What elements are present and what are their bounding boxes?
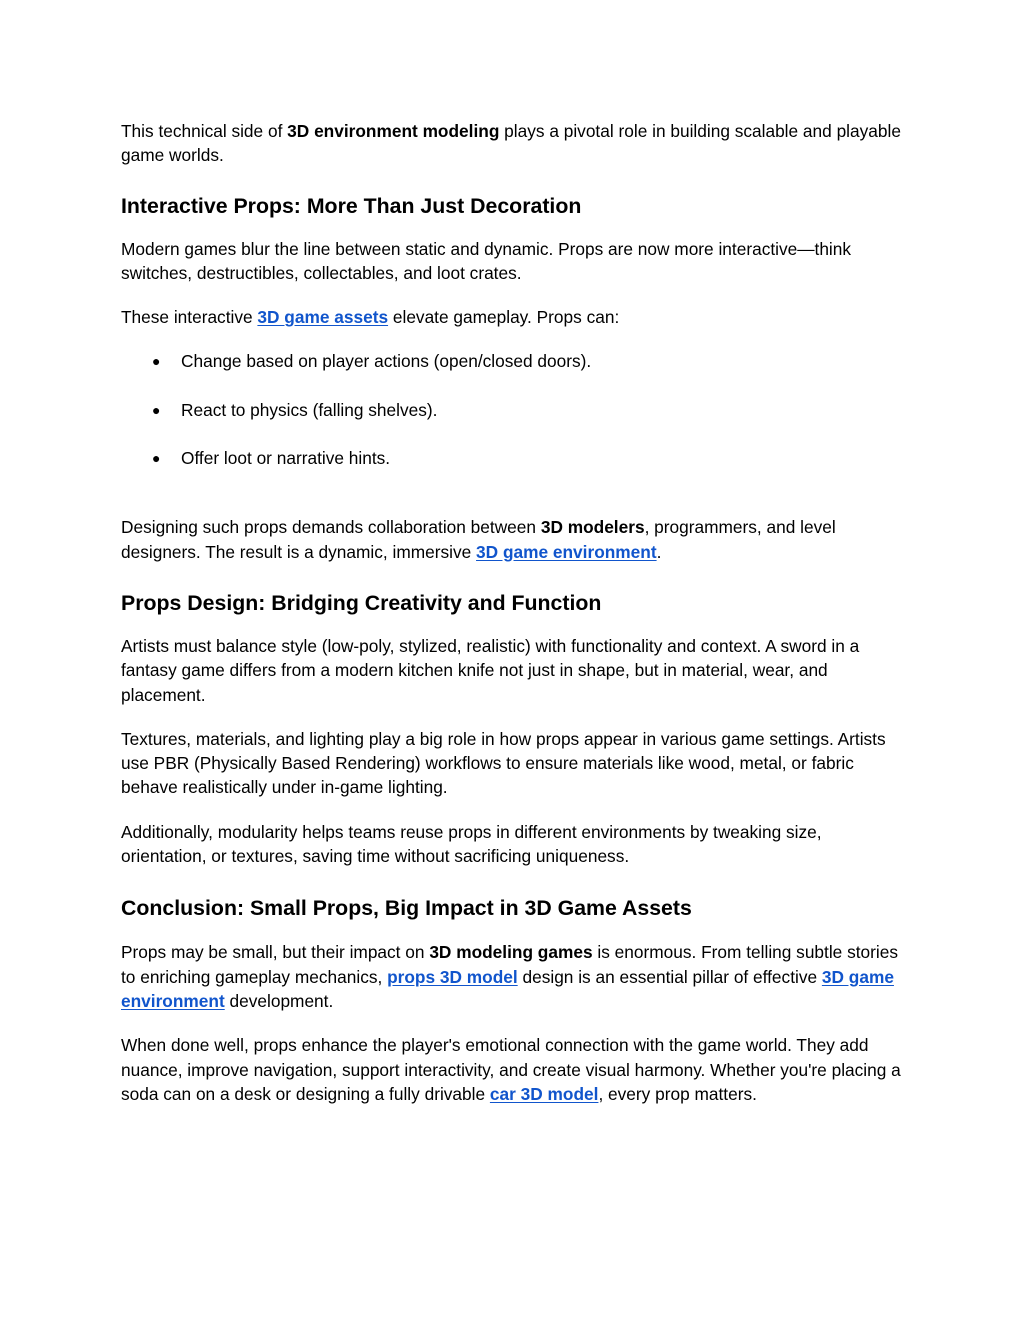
list-item bbox=[121, 398, 906, 422]
link-car-3d-model[interactable]: car 3D model bbox=[489, 1083, 599, 1104]
section1-paragraph-3 bbox=[121, 515, 906, 564]
section3-p1-text-mid: is enormous. From telling subtle stories to enriching gameplay mechanics, bbox=[121, 942, 898, 987]
intro-text: This technical side of bbox=[121, 121, 288, 141]
section2-paragraph-1: Artists must balance style (low-poly, stylized, realistic) with functionality and context. A sword in a fantasy game differs from a modern kitchen knife not just in shape, but in material, wear, and placement. bbox=[121, 635, 860, 705]
bullet-icon: ● bbox=[152, 401, 161, 418]
heading-interactive-props: Interactive Props: More Than Just Decoration bbox=[121, 193, 582, 218]
bullet-icon: ● bbox=[152, 353, 161, 370]
section1-p3-text-end: . bbox=[656, 541, 662, 562]
list-item-text: Offer loot or narrative hints. bbox=[181, 448, 391, 469]
props-capabilities-list bbox=[121, 349, 906, 470]
section3-p1-text: Props may be small, but their impact on bbox=[121, 942, 430, 963]
document-body bbox=[121, 119, 906, 1106]
heading-props-design: Props Design: Bridging Creativity and Function bbox=[121, 590, 602, 615]
section3-p2-text: When done well, props enhance the player's emotional connection with the game world. They add nuance, improve navigation, support interactivity, and create visual harmony. Whether you're placing a soda can on a desk or designing a fully drivable bbox=[121, 1035, 901, 1104]
section1-p3-text: Designing such props demands collaboration between bbox=[121, 517, 541, 538]
list-item bbox=[121, 349, 906, 373]
section1-paragraph-1: Modern games blur the line between static and dynamic. Props are now more interactive—think switches, destructibles, collectables, and loot crates. bbox=[121, 238, 852, 283]
heading-conclusion: Conclusion: Small Props, Big Impact in 3D Game Assets bbox=[121, 896, 692, 921]
link-3d-game-assets[interactable]: 3D game assets bbox=[257, 307, 389, 328]
section3-paragraph-2 bbox=[121, 1033, 906, 1106]
section3-p1-text-end: development. bbox=[224, 990, 334, 1011]
section3-p2-text-end: , every prop matters. bbox=[598, 1083, 757, 1104]
intro-bold-term: 3D environment modeling bbox=[287, 121, 500, 141]
bullet-icon: ● bbox=[152, 450, 161, 467]
section1-p3-bold-term: 3D modelers bbox=[540, 517, 645, 538]
list-item-text: React to physics (falling shelves). bbox=[181, 399, 438, 420]
intro-paragraph bbox=[121, 119, 906, 168]
section1-paragraph-2 bbox=[121, 305, 906, 329]
link-props-3d-model[interactable]: props 3D model bbox=[387, 966, 518, 987]
link-3d-game-environment-2[interactable]: 3D game environment bbox=[121, 966, 894, 1011]
section3-p1-text-mid2: design is an essential pillar of effective bbox=[517, 966, 822, 987]
list-item bbox=[121, 446, 906, 470]
section1-p2-text: These interactive bbox=[121, 307, 258, 328]
section2-paragraph-2: Textures, materials, and lighting play a big role in how props appear in various game settings. Artists use PBR (Physically Based Rendering) workflows to ensure materials like wood, metal, or fabric behave realistically under in-game lighting. bbox=[121, 728, 886, 798]
list-item-text: Change based on player actions (open/closed doors). bbox=[181, 351, 592, 372]
section2-paragraph-3: Additionally, modularity helps teams reuse props in different environments by tweaking size, orientation, or textures, saving time without sacrificing uniqueness. bbox=[121, 821, 822, 867]
section3-paragraph-1 bbox=[121, 940, 906, 1013]
section3-p1-bold-term: 3D modeling games bbox=[429, 942, 593, 963]
section1-p2-text-end: elevate gameplay. Props can: bbox=[388, 307, 620, 328]
link-3d-game-environment[interactable]: 3D game environment bbox=[476, 541, 657, 562]
section1-p3-text-mid: , programmers, and level designers. The result is a dynamic, immersive bbox=[121, 517, 836, 562]
intro-text-end: plays a pivotal role in building scalable and playable game worlds. bbox=[121, 121, 901, 166]
